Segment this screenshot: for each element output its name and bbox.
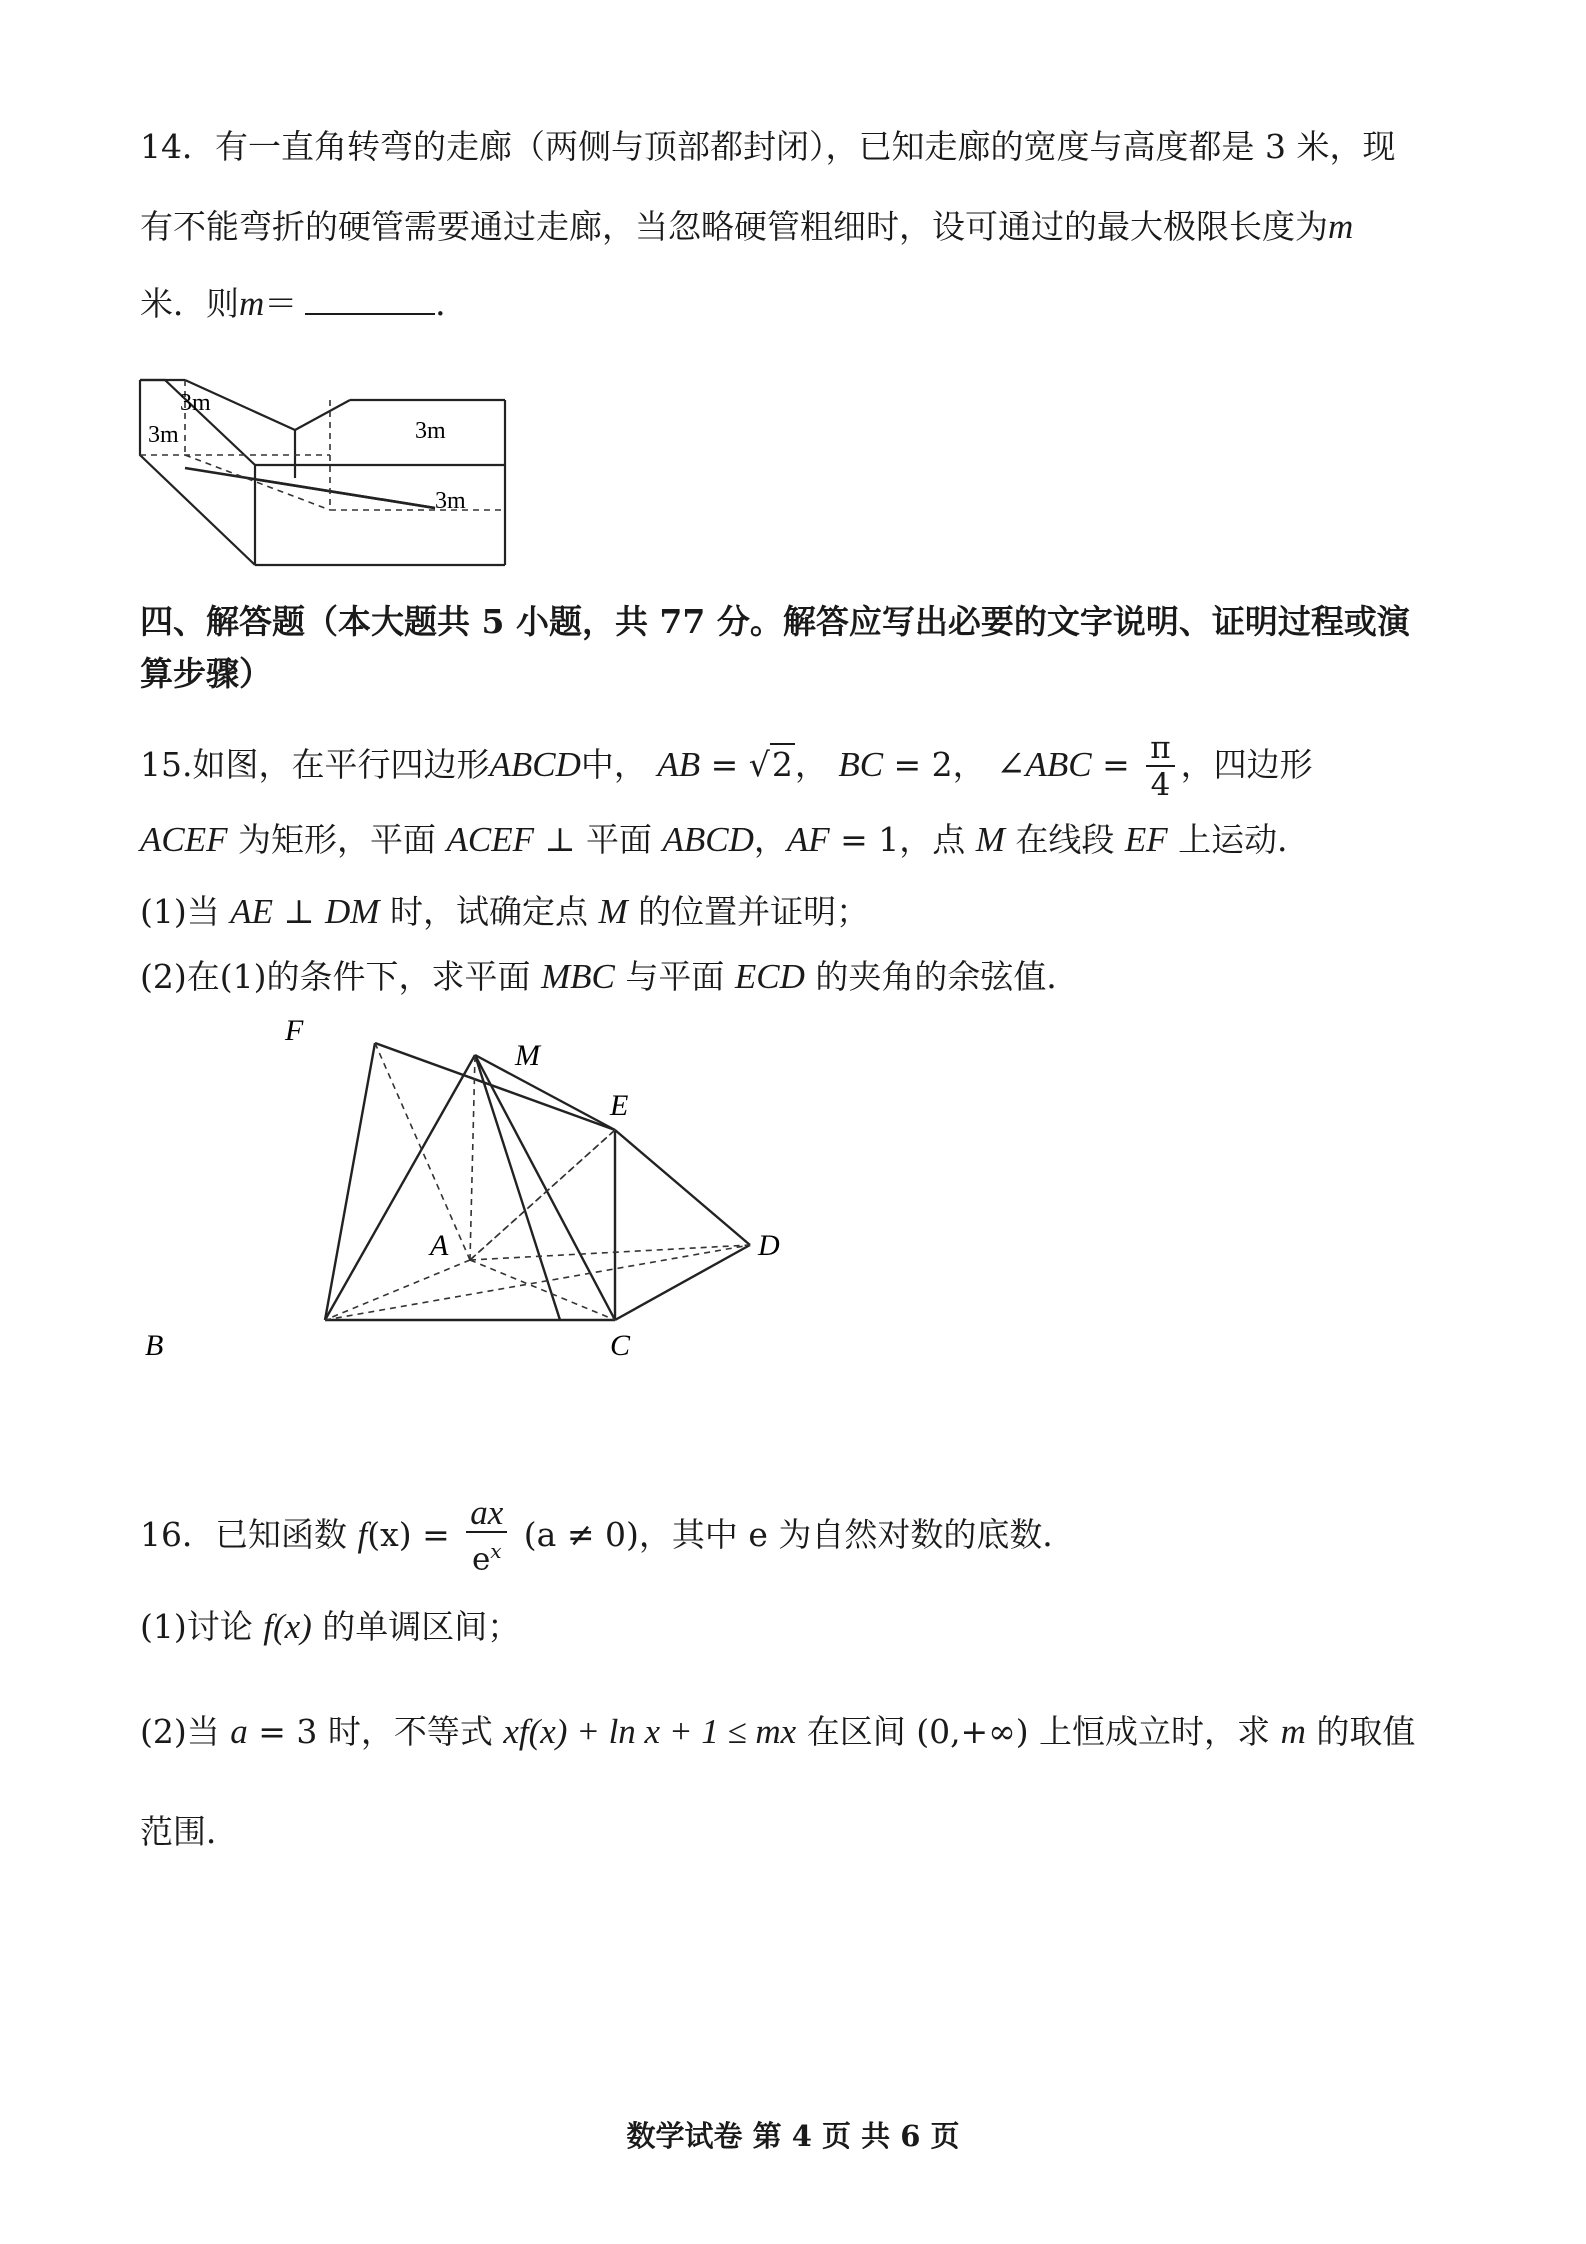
q16-p2-c: 在区间 (0,+∞) 上恒成立时，求 bbox=[796, 1712, 1281, 1751]
q16-a: a bbox=[230, 1712, 248, 1751]
sqrt-radicand: 2 bbox=[771, 745, 793, 784]
frac-den: 4 bbox=[1150, 767, 1171, 803]
q15-acef: ACEF bbox=[140, 820, 228, 859]
corridor-label-2: 3m bbox=[148, 422, 179, 448]
q15-comma: ， bbox=[794, 745, 828, 784]
q14-line-2-text: 有不能弯折的硬管需要通过走廊，当忽略硬管粗细时，设可通过的最大极限长度为 bbox=[140, 207, 1328, 246]
q16-x: (x) bbox=[367, 1515, 412, 1554]
q15-l2-a: 为矩形，平面 bbox=[227, 820, 447, 859]
label-F: F bbox=[285, 1014, 304, 1047]
q16-e: e bbox=[471, 1541, 491, 1578]
frac-den-ex bbox=[466, 1533, 507, 1577]
q15-line-2 bbox=[140, 818, 1310, 862]
q15-acef-2: ACEF bbox=[446, 820, 534, 859]
q15-m: M bbox=[975, 820, 1005, 859]
q16-text-b: ，其中 e 为自然对数的底数． bbox=[638, 1515, 1076, 1554]
q15-mbc: MBC bbox=[540, 957, 615, 996]
q15-l2-e: 上运动． bbox=[1167, 820, 1311, 859]
corridor-label-3: 3m bbox=[415, 418, 446, 444]
q16-fx: f(x) bbox=[263, 1607, 312, 1646]
q15-eq2: = 2， bbox=[883, 745, 986, 784]
q15-dm: DM bbox=[325, 892, 380, 931]
q15-p2-b: 与平面 bbox=[614, 957, 735, 996]
q16-eq: = bbox=[411, 1515, 461, 1554]
q16-cond: (a ≠ 0) bbox=[523, 1515, 639, 1554]
q15-l2-b: ， bbox=[753, 820, 787, 859]
q14-line-2 bbox=[140, 205, 1353, 249]
q16-p1-a: (1)讨论 bbox=[140, 1607, 264, 1646]
q15-p1-perp: ⊥ bbox=[273, 892, 326, 931]
q15-l2-d: 在线段 bbox=[1004, 820, 1125, 859]
label-M: M bbox=[515, 1039, 540, 1072]
q15-abcd: ABCD bbox=[489, 745, 581, 784]
label-D: D bbox=[758, 1229, 780, 1262]
q15-p1-a: (1)当 bbox=[140, 892, 231, 931]
corridor-label-1: 3m bbox=[180, 390, 211, 416]
corridor-figure bbox=[130, 360, 510, 560]
label-B: B bbox=[145, 1329, 164, 1362]
q16-text-a: 16．已知函数 bbox=[140, 1515, 358, 1554]
label-A: A bbox=[430, 1229, 449, 1262]
q16-p2-b: = 3 时，不等式 bbox=[247, 1712, 504, 1751]
q15-text-a: 15.如图，在平行四边形 bbox=[140, 745, 490, 784]
q16-f: f bbox=[357, 1515, 368, 1554]
q16-part-2 bbox=[140, 1710, 1415, 1754]
q15-ab: AB bbox=[657, 745, 701, 784]
q16-part-2-cont: 范围． bbox=[140, 1812, 239, 1851]
page-footer: 数学试卷 第 4 页 共 6 页 bbox=[626, 2119, 960, 2153]
q15-p1-c: 的位置并证明； bbox=[627, 892, 870, 931]
q16-p1-b: 的单调区间； bbox=[311, 1607, 521, 1646]
q14-line-3-text: 米．则 bbox=[140, 284, 239, 323]
q16-line-1 bbox=[140, 1490, 1075, 1580]
q16-part-1 bbox=[140, 1605, 520, 1649]
q15-ecd: ECD bbox=[734, 957, 805, 996]
q14-var-m-2: m bbox=[239, 284, 265, 323]
section-4-line-1: 四、解答题（本大题共 5 小题，共 77 分。解答应写出必要的文字说明、证明过程或演 bbox=[140, 602, 1410, 641]
q15-angle: ∠ABC bbox=[996, 745, 1092, 784]
q15-part-1 bbox=[140, 890, 869, 934]
q16-m: m bbox=[1280, 1712, 1306, 1751]
q16-ax: ax bbox=[470, 1493, 504, 1533]
q15-l2-perp: ⊥ 平面 bbox=[533, 820, 663, 859]
q15-eq1: = bbox=[700, 745, 749, 784]
frac-num-ax bbox=[466, 1493, 507, 1533]
q14-line-3 bbox=[140, 282, 468, 326]
pi-over-4 bbox=[1146, 731, 1174, 803]
q15-text-d: ，四边形 bbox=[1180, 745, 1313, 784]
q15-p1-b: 时，试确定点 bbox=[379, 892, 599, 931]
ax-over-ex bbox=[466, 1493, 507, 1578]
q15-ae: AE bbox=[230, 892, 273, 931]
answer-blank bbox=[305, 283, 435, 315]
section-4-line-2: 算步骤） bbox=[140, 654, 272, 693]
q15-ef: EF bbox=[1124, 820, 1168, 859]
q16-p2-d: 的取值 bbox=[1305, 1712, 1416, 1751]
q15-p1-m: M bbox=[598, 892, 628, 931]
label-E: E bbox=[610, 1089, 629, 1122]
q15-p2-c: 的夹角的余弦值． bbox=[804, 957, 1080, 996]
q14-period: ． bbox=[435, 284, 469, 323]
sqrt-symbol: √ bbox=[748, 745, 770, 784]
q15-bc: BC bbox=[838, 745, 884, 784]
q15-p2-a: (2)在(1)的条件下，求平面 bbox=[140, 957, 541, 996]
corridor-label-4: 3m bbox=[435, 488, 466, 514]
q15-text-b: 中， bbox=[580, 745, 647, 784]
frac-num: π bbox=[1146, 731, 1174, 767]
q16-inequality: xf(x) + ln x + 1 ≤ mx bbox=[503, 1712, 797, 1751]
label-C: C bbox=[610, 1329, 631, 1362]
q15-eq3: = bbox=[1091, 745, 1141, 784]
q15-part-2 bbox=[140, 955, 1079, 999]
q15-line-1 bbox=[140, 725, 1313, 805]
q15-abcd-2: ABCD bbox=[662, 820, 754, 859]
q14-var-m: m bbox=[1328, 207, 1354, 246]
q16-e-sup: x bbox=[490, 1539, 502, 1564]
q15-af: AF bbox=[786, 820, 830, 859]
q14-line-1: 14．有一直角转弯的走廊（两侧与顶部都封闭），已知走廊的宽度与高度都是 3 米，现 bbox=[140, 127, 1396, 166]
q15-l2-c: = 1，点 bbox=[829, 820, 976, 859]
solid-figure bbox=[140, 1010, 780, 1370]
q16-p2-a: (2)当 bbox=[140, 1712, 231, 1751]
q14-equals: ＝ bbox=[264, 284, 298, 323]
